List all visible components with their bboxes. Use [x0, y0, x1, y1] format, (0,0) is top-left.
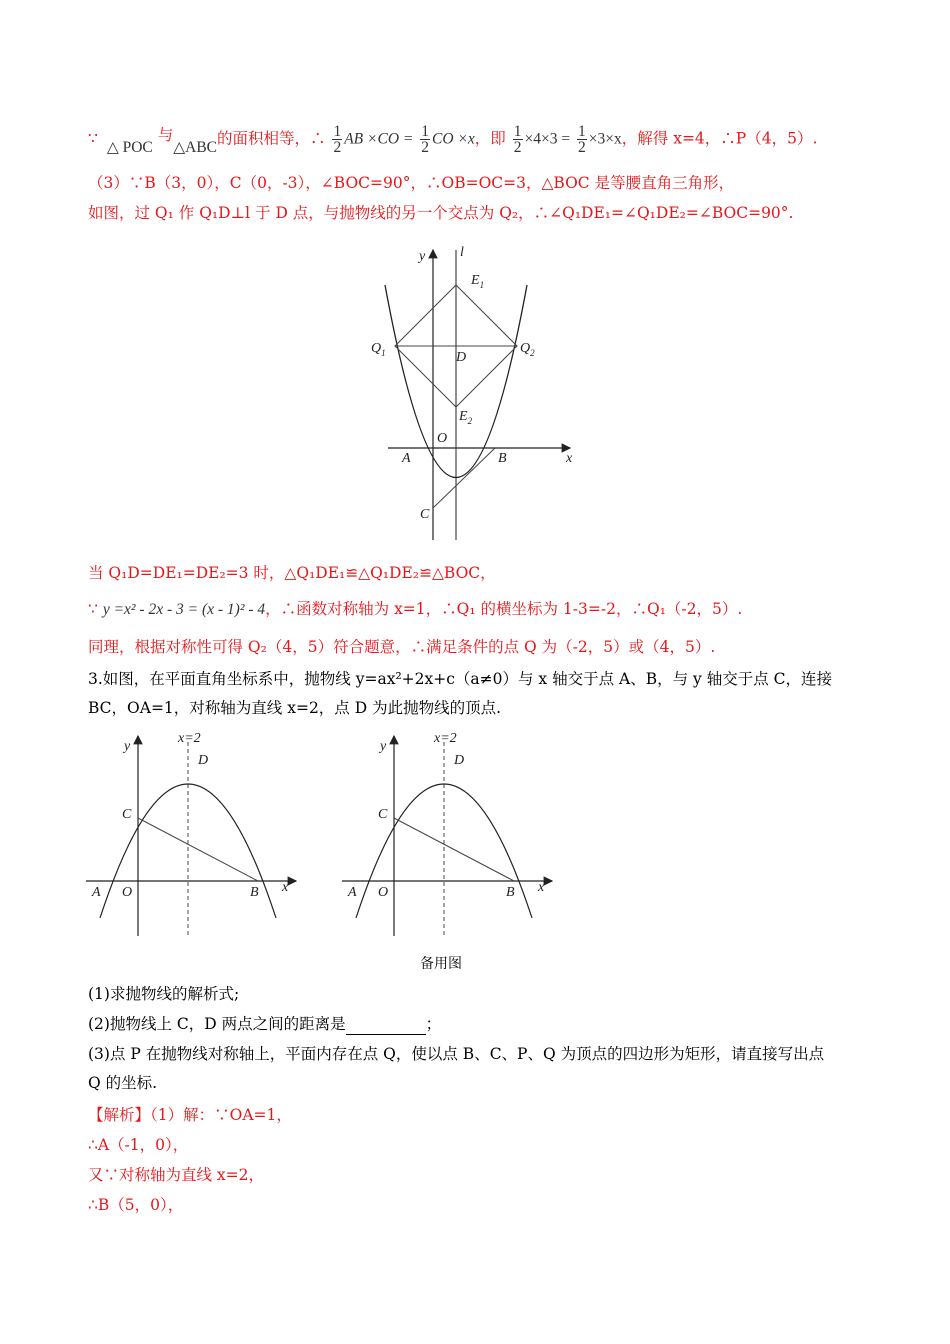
svg-text:x=2: x=2	[178, 731, 201, 746]
svg-text:O: O	[378, 885, 389, 900]
parabola-equation: y =x² - 2x - 3 = (x - 1)² - 4	[102, 601, 266, 618]
label-e2: $E_2$	[459, 409, 473, 426]
problem3-line1: 3.如图，在平面直角坐标系中，抛物线 y=ax²+2x+c（a≠0）与 x 轴交于点 A、B，与 y 轴交于点 C，连接	[88, 670, 833, 688]
label-a: A	[402, 451, 411, 466]
expr-co-x: CO ×x	[432, 130, 475, 148]
solution-part3-line1: （3）∵B（3，0），C（0，-3），∠BOC=90°，∴OB=OC=3，△BOC 是等腰直角三角形，	[88, 174, 735, 192]
label-y: y	[419, 249, 426, 264]
label-q2: $Q_2$	[520, 341, 535, 358]
half-fraction-3: $\frac{1}{2}$	[513, 123, 522, 156]
result-text: ，解得 x=4，∴P（4，5）.	[621, 129, 818, 148]
svg-text:B: B	[250, 885, 259, 900]
expr-3-x: ×3×x	[588, 130, 622, 148]
question-1: (1)求抛物线的解析式;	[88, 985, 240, 1003]
label-q1: $Q_1$	[371, 341, 386, 358]
label-x: x	[566, 451, 573, 466]
svg-text:A: A	[348, 885, 357, 900]
svg-text:y: y	[124, 739, 131, 754]
svg-text:D: D	[454, 753, 465, 768]
analysis-tag: 【解析】	[88, 1106, 151, 1124]
segment-c-b	[433, 448, 495, 508]
svg-text:B: B	[506, 885, 515, 900]
half-fraction-2: $\frac{1}{2}$	[421, 123, 430, 156]
because-symbol: ∵	[88, 129, 98, 148]
svg-text:x: x	[538, 880, 545, 895]
expr-ab-co: AB ×CO =	[344, 130, 414, 148]
svg-text:C: C	[122, 807, 132, 822]
svg-text:y: y	[380, 739, 387, 754]
answer-blank[interactable]	[346, 1018, 426, 1035]
label-d: D	[456, 350, 467, 365]
analysis-line1: 【解析】（1）解：∵OA=1，	[88, 1106, 292, 1124]
parabola-figure-1	[370, 240, 585, 545]
triangle-poc: △ POC	[106, 138, 153, 156]
analysis-line2: ∴A（-1，0），	[88, 1136, 189, 1154]
ji-text: ，即	[474, 129, 506, 148]
question-3-line2: Q 的坐标.	[88, 1074, 158, 1092]
equal-area-text: 的面积相等，∴	[217, 129, 326, 148]
svg-text:C: C	[378, 807, 388, 822]
half-fraction-4: $\frac{1}{2}$	[578, 123, 586, 156]
solution-vertex-line: ∵ y =x² - 2x - 3 = (x - 1)² - 4，∴函数对称轴为 x=1，∴Q₁ 的横坐标为 1-3=-2，∴Q₁（-2，5）.	[88, 600, 743, 618]
svg-text:A: A	[92, 885, 101, 900]
svg-text:D: D	[198, 753, 209, 768]
solution-area-line	[88, 124, 817, 160]
label-o: O	[437, 431, 448, 446]
svg-text:x=2: x=2	[434, 731, 457, 746]
analysis-line3: 又∵对称轴为直线 x=2，	[88, 1166, 265, 1184]
parabola-figure-spare	[338, 728, 560, 940]
label-e1: $E_1$	[471, 273, 485, 290]
half-fraction-1: $\frac{1}{2}$	[333, 123, 342, 156]
problem3-line2: BC，OA=1，对称轴为直线 x=2，点 D 为此抛物线的顶点.	[88, 699, 502, 717]
solution-congruence-line: 当 Q₁D=DE₁=DE₂=3 时，△Q₁DE₁≌△Q₁DE₂≌△BOC，	[88, 564, 496, 582]
label-b: B	[498, 451, 507, 466]
analysis-line4: ∴B（5，0），	[88, 1196, 184, 1214]
question-2: (2)抛物线上 C，D 两点之间的距离是 ；	[88, 1015, 442, 1033]
svg-text:O: O	[122, 885, 133, 900]
expr-4-3: ×4×3 =	[524, 130, 571, 148]
question-3-line1: (3)点 P 在抛物线对称轴上，平面内存在点 Q，使以点 B、C、P、Q 为顶点的四边形为矩形，请直接写出点	[88, 1045, 825, 1063]
triangle-abc: △ABC	[173, 138, 218, 156]
and-word: 与	[157, 125, 174, 144]
label-c: C	[420, 507, 430, 522]
solution-part3-line2: 如图，过 Q₁ 作 Q₁D⊥l 于 D 点，与抛物线的另一个交点为 Q₂，∴∠Q₁DE₁=∠Q₁DE₂=∠BOC=90°.	[88, 204, 794, 222]
solution-symmetry-line: 同理，根据对称性可得 Q₂（4，5）符合题意，∴满足条件的点 Q 为（-2，5）或（4，5）.	[88, 638, 716, 656]
parabola-figure-2	[82, 728, 304, 940]
svg-text:x: x	[282, 880, 289, 895]
label-l: l	[460, 245, 464, 260]
spare-figure-caption: 备用图	[420, 956, 462, 972]
